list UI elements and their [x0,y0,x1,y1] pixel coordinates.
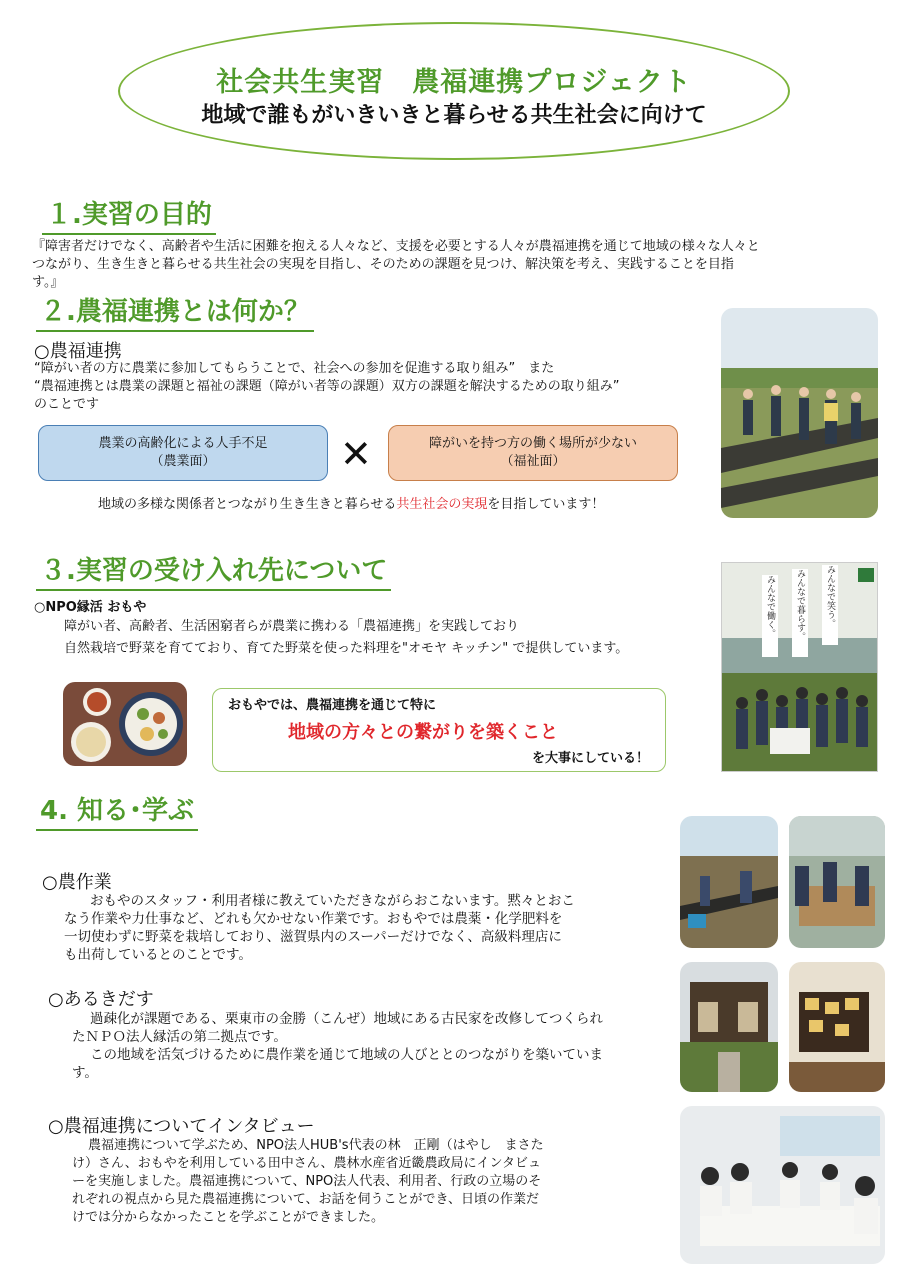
box-line: 障がいを持つ方の働く場所が少ない [428,436,637,451]
omoya-group-photo [721,562,878,772]
page-title: 社会共生実習 農福連携プロジェクト [216,67,692,98]
farm-line: 一切使わずに野菜を栽培しており、滋賀県内のスーパーだけでなく、高級料理店に [64,929,562,945]
section1-heading: １.実習の目的 [42,194,216,235]
banner-text: みんなで笑う。 [822,565,838,645]
farm-work-photo-2 [789,816,885,948]
section3-heading: ３.実習の受け入れ先について [36,550,391,591]
interview-meeting-photo [680,1106,885,1264]
section4-heading: 4. 知る･学ぶ [36,790,198,831]
organization-name: ○NPO縁活 おもや [34,600,147,615]
definition-line: のことです [34,397,100,412]
farm-line: も出荷しているとのことです。 [64,947,252,963]
arukidasu-line: す。 [72,1065,98,1081]
goal-text: を目指しています！ [487,497,605,512]
farm-work-text [64,892,575,964]
banner-text: みんなで働く。 [762,575,778,657]
purpose-line: 『障害者だけでなく、高齢者や生活に困難を抱える人々など、支援を必要とする人々が農福連携を通じて地域の様々な人々と [32,239,760,254]
kominka-house-photo [680,962,778,1092]
interview-line: れぞれの視点から見た農福連携について、お話を伺うことができ、日頃の作業だ [72,1192,539,1207]
goal-text: 地域の多様な関係者とつながり生き生きと暮らせる [98,497,397,512]
org-line: 障がい者、高齢者、生活困窮者らが農業に携わる「農福連携」を実践しており [64,619,520,634]
callout-line1: おもやでは、農福連携を通じて特に [228,698,437,713]
interview-title: ○農福連携についてインタビュー [48,1116,315,1137]
purpose-line: つながり、生き生きと暮らせる共生社会の実現を目指し、そのための課題を見つけ、解決策を考え、実践することを目指 [32,257,734,272]
box-line: 農業の高齢化による人手不足 [98,436,268,451]
page-subtitle: 地域で誰もがいきいきと暮らせる共生社会に向けて [201,103,707,128]
box-line: （農業面） [150,454,216,469]
farm-work-photo-1 [680,816,778,948]
section2-subheading: ○農福連携 [34,341,122,362]
section2-heading: ２.農福連携とは何か？ [36,291,314,332]
org-line: 自然栽培で野菜を育てており、育てた野菜を使った料理を"オモヤ キッチン" で提供しています。 [64,641,629,656]
definition-line: “農福連携とは農業の課題と福祉の課題（障がい者等の課題）双方の課題を解決するための取り組み” [34,379,620,394]
farm-line: なう作業や力仕事など、どれも欠かせない作業です。おもやでは農薬・化学肥料を [64,911,563,927]
farm-work-title: ○農作業 [42,872,112,893]
cross-icon: ✕ [340,432,372,476]
interview-line: けでは分からなかったことを学ぶことができました。 [72,1210,385,1225]
agriculture-issue-box [38,425,328,481]
callout-highlight: 地域の方々との繋がりを築くこと [288,722,558,743]
goal-highlight: 共生社会の実現 [396,497,488,512]
arukidasu-line: 過疎化が課題である、栗東市の金勝（こんぜ）地域にある古民家を改修してつくられ [90,1011,603,1027]
arukidasu-line: この地域を活気づけるために農作業を通じて地域の人びととのつながりを築いていま [90,1047,603,1063]
goal-statement [98,496,604,514]
purpose-line: す。』 [32,275,64,290]
food-plate-photo [63,682,187,766]
interview-text [72,1137,544,1227]
arukidasu-title: ○あるきだす [48,989,154,1010]
welfare-issue-box [388,425,678,481]
arukidasu-text [72,1010,603,1082]
field-group-photo [721,308,878,518]
section2-definition [34,360,619,414]
kominka-interior-photo [789,962,885,1092]
section1-purpose-text [32,238,900,292]
interview-line: 農福連携について学ぶため、NPO法人HUB's代表の林 正剛（はやし まさた [88,1138,544,1153]
banner-text: みんなで暮らす。 [792,569,808,657]
interview-line: ーを実施しました。農福連携について、NPO法人代表、利用者、行政の立場のそ [72,1174,542,1189]
definition-line: “障がい者の方に農業に参加してもらうことで、社会への参加を促進する取り組み” また [34,361,555,376]
organization-description [64,616,628,660]
callout-line3: を大事にしている！ [532,751,650,766]
box-line: （福祉面） [500,454,566,469]
arukidasu-line: たＮＰＯ法人縁活の第二拠点です。 [72,1029,287,1045]
interview-line: け）さん、おもやを利用している田中さん、農林水産省近畿農政局にインタビュ [72,1156,542,1171]
farm-line: おもやのスタッフ・利用者様に教えていただきながらおこないます。黙々とおこ [90,893,575,909]
